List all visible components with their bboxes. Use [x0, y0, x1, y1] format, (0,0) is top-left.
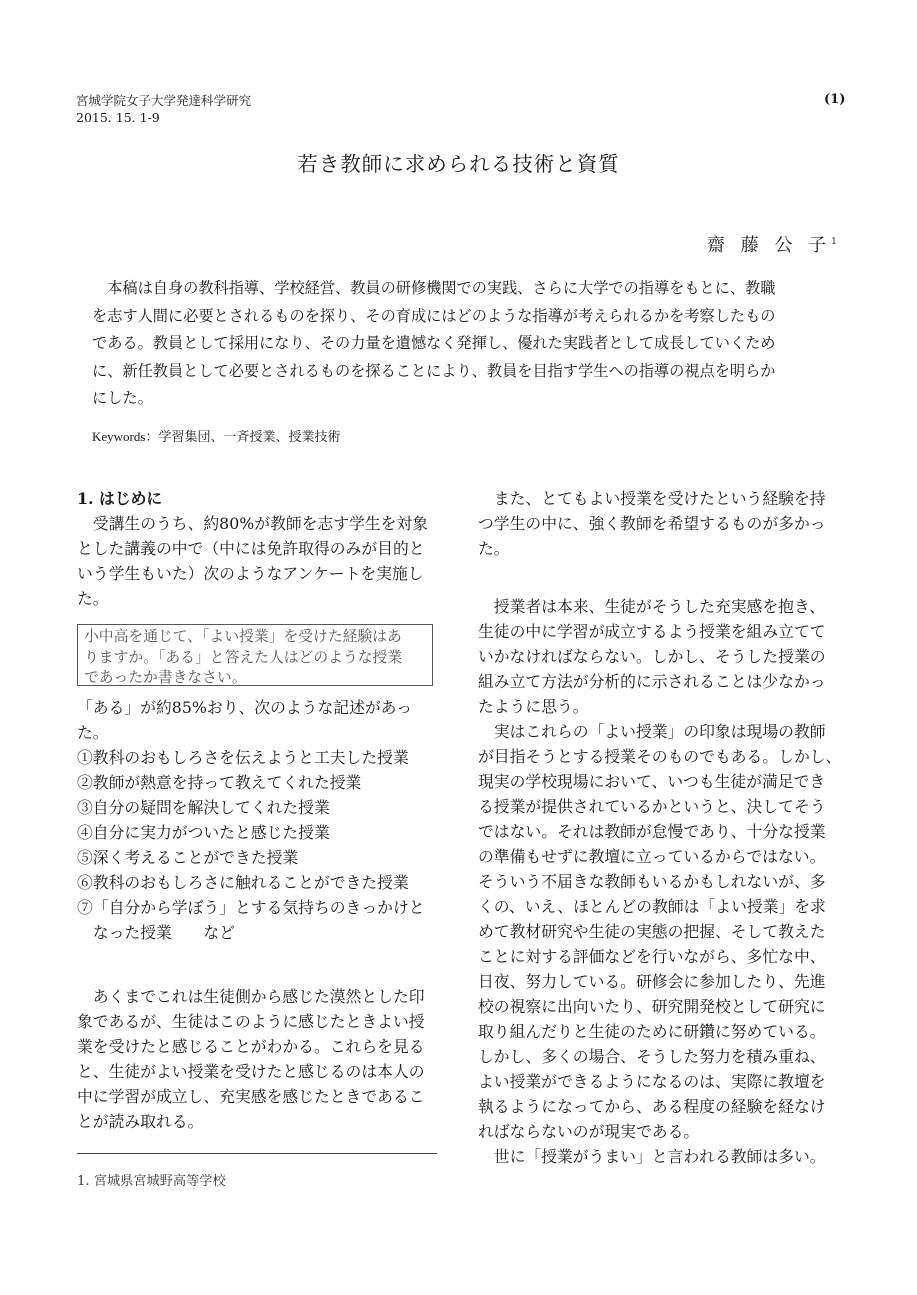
- body-line: また、とてもよい授業を受けたという経験を持: [478, 489, 826, 508]
- journal-name: 宮城学院女子大学発達科学研究: [76, 93, 252, 108]
- body-line: ことに対する評価などを行いながら、多忙な中、: [478, 947, 826, 966]
- body-line: つ学生の中に、強く教師を希望するものが多かっ: [478, 514, 826, 533]
- abstract-line: を志す人間に必要とされるものを探り、その育成にはどのような指導が考えられるかを考察したもの: [92, 306, 776, 325]
- footnote: 1. 宮城県宮城野高等学校: [77, 1174, 226, 1189]
- body-line: 生徒の中に学習が成立するよう授業を組み立てて: [478, 622, 826, 641]
- abstract-line: に、新任教員として必要とされるものを探ることにより、教員を目指す学生への指導の視点を明らか: [92, 361, 776, 380]
- abstract-line: 本稿は自身の教科指導、学校経営、教員の研修機関での実践、さらに大学での指導をもとに、教職: [92, 279, 776, 297]
- body-line: た。: [77, 589, 109, 608]
- abstract-line: である。教員として採用になり、その力量を遺憾なく発揮し、優れた実践者として成長していくため: [92, 334, 776, 352]
- footnote-rule: [77, 1153, 437, 1154]
- keywords: [92, 426, 340, 445]
- body-line: とした講義の中で（中には免許取得のみが目的と: [77, 539, 425, 558]
- body-line: 校の視察に出向いたり、研究開発校として研究に: [478, 997, 826, 1016]
- body-line: ではない。それは教師が怠慢であり、十分な授業: [478, 822, 826, 841]
- list-item: ④自分に実力がついたと感じた授業: [77, 823, 330, 842]
- body-line: 実はこれらの「よい授業」の印象は現場の教師: [478, 722, 826, 741]
- journal-header: [76, 92, 251, 126]
- list-item: ①教科のおもしろさを伝えようと工夫した授業: [77, 748, 409, 767]
- right-column-para1: [478, 486, 848, 561]
- author-line: [707, 231, 837, 257]
- left-column-intro: [77, 486, 445, 611]
- left-column-closing: [77, 984, 445, 1134]
- body-line: 取り組んだりと生徒のために研鑽に努めている。: [478, 1022, 826, 1041]
- list-item: ⑥教科のおもしろさに触れることができた授業: [77, 873, 409, 892]
- journal-citation: 2015. 15. 1-9: [76, 110, 160, 125]
- body-line: くの、いえ、ほとんどの教師は「よい授業」を求: [478, 897, 826, 916]
- body-line: よい授業ができるようになるのは、実際に教壇を: [478, 1072, 826, 1091]
- list-item: ⑦「自分から学ぼう」とする気持ちのきっかけと: [77, 898, 425, 917]
- right-column-para2: [478, 594, 848, 1169]
- body-line: の準備もせずに教壇に立っているからではない。: [478, 847, 826, 866]
- survey-question-box: [77, 624, 433, 686]
- body-line: 受講生のうち、約80%が教師を志す学生を対象: [77, 514, 429, 533]
- body-line: あくまでこれは生徒側から感じた漠然とした印: [77, 987, 425, 1006]
- left-column-results: [77, 695, 445, 945]
- keywords-label: Keywords：: [92, 429, 159, 444]
- body-line: そういう不届きな教師もいるかもしれないが、多: [478, 872, 826, 891]
- body-line: 象であるが、生徒はこのように感じたときよい授: [77, 1012, 425, 1031]
- body-line: 組み立て方法が分析的に示されることは少なかっ: [478, 672, 826, 691]
- list-item: ②教師が熱意を持って教えてくれた授業: [77, 773, 362, 792]
- box-line: 小中高を通じて、「よい授業」を受けた経験はあ: [84, 628, 402, 645]
- body-line: 授業者は本来、生徒がそうした充実感を抱き、: [478, 597, 825, 616]
- author-affiliation-mark: 1: [831, 237, 837, 247]
- body-line: が目指そうとする授業そのものでもある。しかし、: [478, 747, 842, 766]
- section-heading: 1. はじめに: [77, 489, 163, 508]
- body-line: 執るようになってから、ある程度の経験を経なけ: [478, 1097, 826, 1116]
- body-line: 「ある」が約85%おり、次のような記述があっ: [77, 698, 413, 717]
- body-line: た。: [77, 723, 109, 742]
- abstract: [92, 275, 842, 413]
- list-item: なった授業 など: [77, 923, 235, 942]
- body-line: とが読み取れる。: [77, 1112, 204, 1131]
- body-line: 業を受けたと感じることがわかる。これらを見る: [77, 1037, 425, 1056]
- body-line: いかなければならない。しかし、そうした授業の: [478, 647, 826, 666]
- list-item: ⑤深く考えることができた授業: [77, 848, 299, 867]
- body-line: たように思う。: [478, 697, 589, 716]
- paper-title: 若き教師に求められる技術と資質: [297, 152, 620, 176]
- page-number: (1): [824, 92, 846, 107]
- keywords-terms: 学習集団、一斉授業、授業技術: [158, 430, 341, 445]
- body-line: た。: [478, 539, 510, 558]
- body-line: 世に「授業がうまい」と言われる教師は多い。: [478, 1147, 826, 1166]
- body-line: いう学生もいた）次のようなアンケートを実施し: [77, 564, 424, 583]
- list-item: ③自分の疑問を解決してくれた授業: [77, 798, 330, 817]
- body-line: 日夜、努力している。研修会に参加したり、先進: [478, 972, 826, 991]
- body-line: めて教材研究や生徒の実態の把握、そして教えた: [478, 922, 826, 941]
- body-line: る授業が提供されているかというと、決してそう: [478, 797, 826, 816]
- body-line: 中に学習が成立し、充実感を感じたときであるこ: [77, 1087, 425, 1106]
- box-line: りますか。「ある」と答えた人はどのような授業: [84, 648, 403, 666]
- abstract-line: にした。: [92, 389, 153, 407]
- body-line: 現実の学校現場において、いつも生徒が満足でき: [478, 772, 826, 791]
- box-line: であったか書きなさい。: [84, 669, 247, 686]
- author-name: 齋 藤 公 子: [707, 235, 832, 256]
- body-line: と、生徒がよい授業を受けたと感じるのは本人の: [77, 1062, 425, 1081]
- body-line: ればならないのが現実である。: [478, 1122, 700, 1141]
- body-line: しかし、多くの場合、そうした努力を積み重ね、: [478, 1047, 826, 1066]
